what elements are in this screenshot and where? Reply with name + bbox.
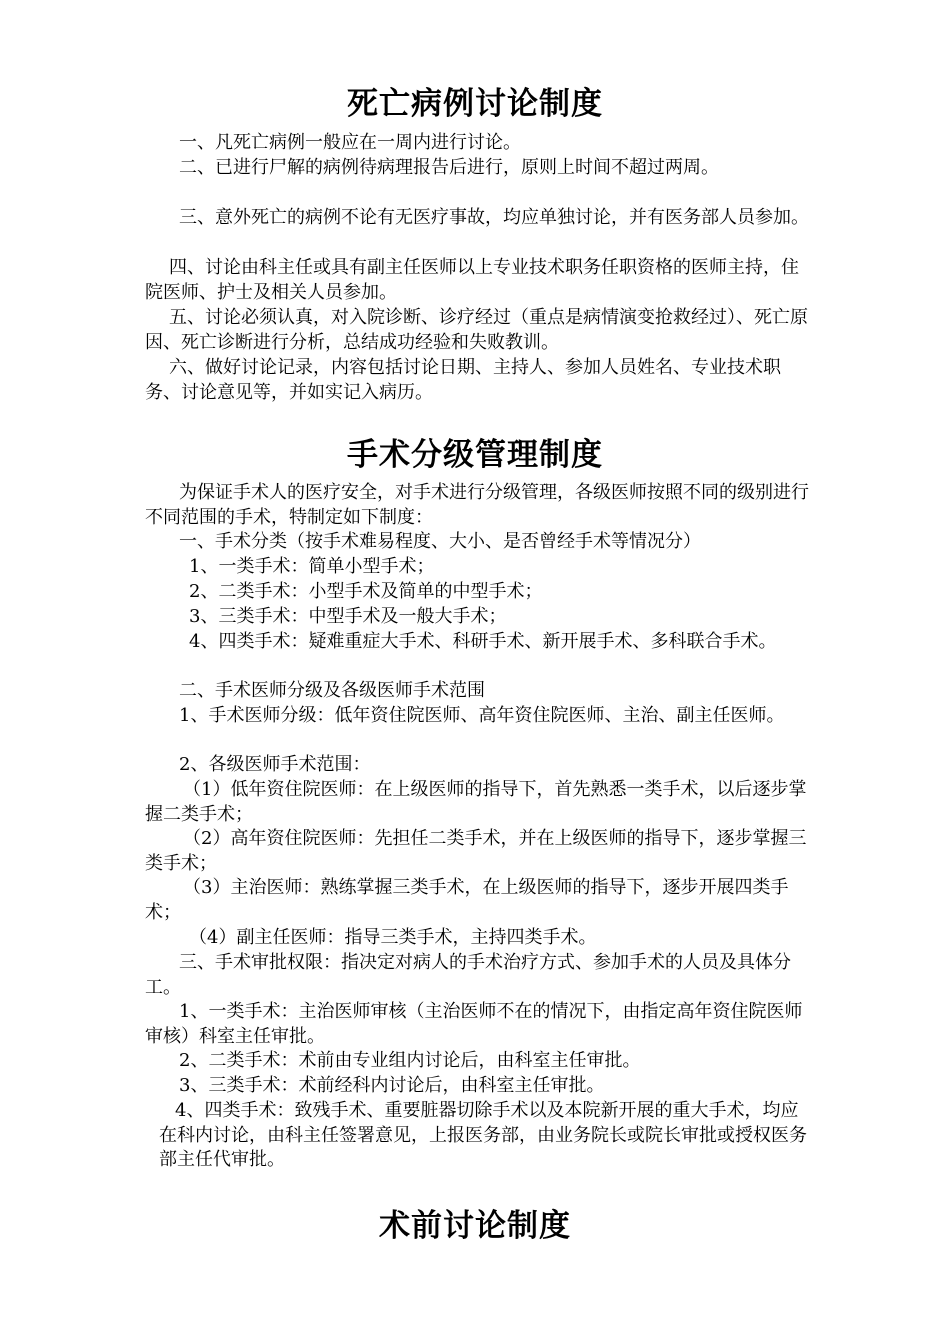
list-item: 4、四类手术：疑难重症大手术、科研手术、新开展手术、多科联合手术。 (189, 631, 777, 652)
section-title-death-case-discussion: 死亡病例讨论制度 (347, 86, 603, 122)
paragraph: 3、三类手术：术前经科内讨论后，由科室主任审批。 (179, 1075, 605, 1096)
list-item: 3、三类手术：中型手术及一般大手术； (189, 606, 507, 627)
paragraph: 二、已进行尸解的病例待病理报告后进行，原则上时间不超过两周。 (179, 157, 719, 178)
paragraph: 1、一类手术：主治医师审核（主治医师不在的情况下，由指定高年资住院医师审核）科室主任审批。 (145, 1001, 803, 1047)
paragraph: 六、做好讨论记录，内容包括讨论日期、主持人、参加人员姓名、专业技术职务、讨论意见等，并如实记入病历。 (145, 357, 781, 403)
list-item: （3）主治医师：熟练掌握三类手术，在上级医师的指导下，逐步开展四类手术； (145, 877, 789, 923)
paragraph: 三、意外死亡的病例不论有无医疗事故，均应单独讨论，并有医务部人员参加。 (179, 207, 809, 228)
paragraph: 为保证手术人的医疗安全，对手术进行分级管理，各级医师按照不同的级别进行不同范围的手术，特制定如下制度： (145, 482, 809, 528)
paragraph: 三、手术审批权限：指决定对病人的手术治疗方式、参加手术的人员及具体分工。 (145, 952, 791, 998)
paragraph: 4、四类手术：致残手术、重要脏器切除手术以及本院新开展的重大手术，均应在科内讨论，由科主任签署意见，上报医务部，由业务院长或院长审批或授权医务部主任代审批。 (159, 1100, 807, 1170)
section-title-preoperative-discussion: 术前讨论制度 (379, 1208, 571, 1244)
paragraph: 一、手术分类（按手术难易程度、大小、是否曾经手术等情况分） (179, 531, 701, 552)
list-item: （1）低年资住院医师：在上级医师的指导下，首先熟悉一类手术，以后逐步掌握二类手术； (145, 779, 807, 825)
list-item: 1、一类手术：简单小型手术； (189, 556, 435, 577)
list-item: （2）高年资住院医师：先担任二类手术，并在上级医师的指导下，逐步掌握三类手术； (145, 828, 807, 874)
paragraph: 一、凡死亡病例一般应在一周内进行讨论。 (179, 132, 521, 153)
section-title-surgery-grading: 手术分级管理制度 (347, 437, 603, 473)
paragraph: 二、手术医师分级及各级医师手术范围 (179, 680, 485, 701)
paragraph: 2、二类手术：术前由专业组内讨论后，由科室主任审批。 (179, 1050, 641, 1071)
paragraph: 2、各级医师手术范围： (179, 754, 371, 775)
list-item: （4）副主任医师：指导三类手术，主持四类手术。 (189, 927, 597, 948)
list-item: 2、二类手术：小型手术及简单的中型手术； (189, 581, 543, 602)
paragraph: 五、讨论必须认真，对入院诊断、诊疗经过（重点是病情演变抢救经过）、死亡原因、死亡诊断进行分析，总结成功经验和失败教训。 (145, 307, 808, 353)
paragraph: 四、讨论由科主任或具有副主任医师以上专业技术职务任职资格的医师主持，住院医师、护士及相关人员参加。 (145, 257, 799, 303)
paragraph: 1、手术医师分级：低年资住院医师、高年资住院医师、主治、副主任医师。 (179, 705, 785, 726)
